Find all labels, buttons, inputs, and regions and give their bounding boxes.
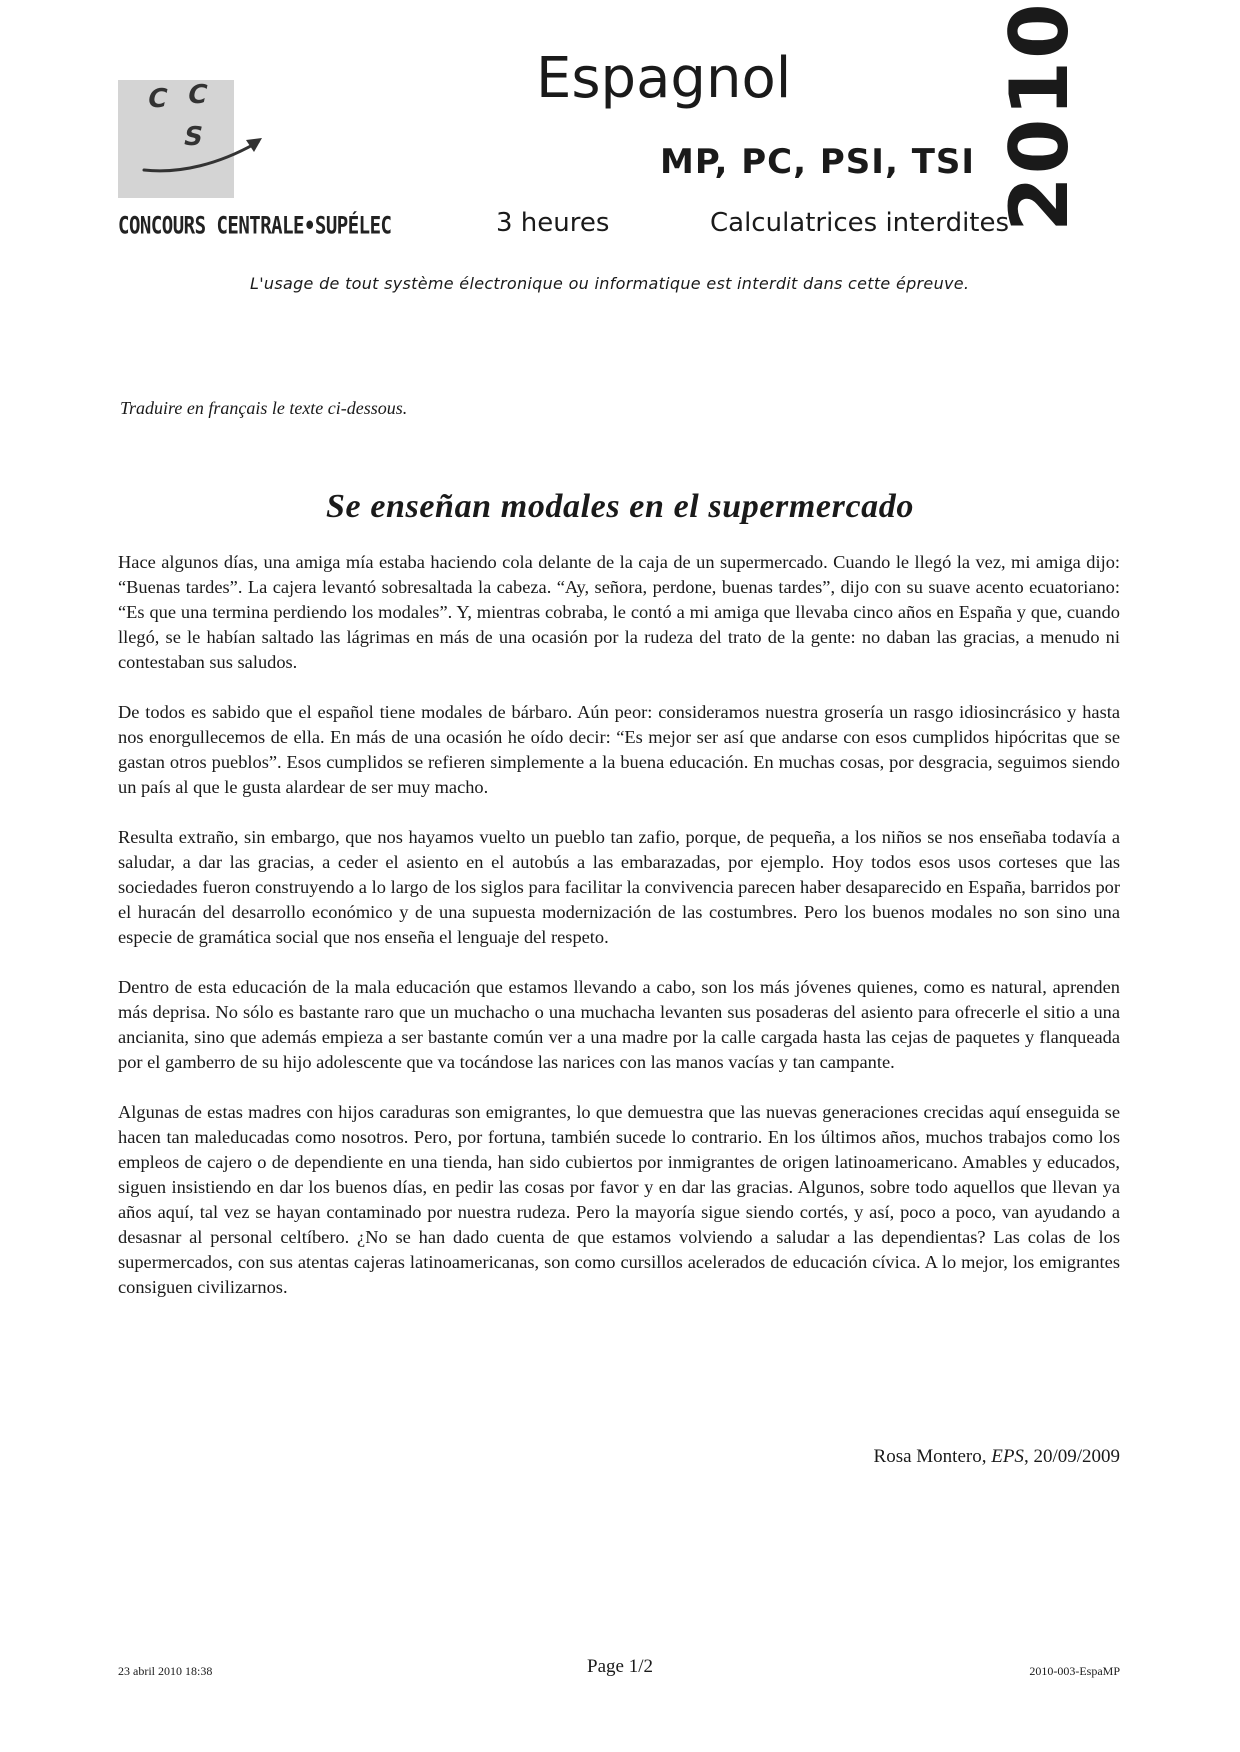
exam-year: 2010 bbox=[993, 1, 1086, 232]
paragraph-5: Algunas de estas madres con hijos caraduras son emigrantes, lo que demuestra que las nuevas generaciones crecidas aquí enseguida se hacen tan maleducadas como nosotros. Pero, por fortuna, también sucede lo contrario. En los últimos años, muchos trabajos como los empleos de cajero o de dependiente en una tienda, han sido cubiertos por inmigrantes de origen latinoamericano. Amables y educados, siguen insistiendo en dar los buenos días, en pedir las cosas por favor y en dar las gracias. Algunos, sobre todo aquellos que llevan ya años aquí, tal vez se hayan contaminado por nuestra rudeza. Pero la mayoría sigue siendo cortés, y así, poco a poco, van ayudando a desasnar al personal celtíbero. ¿No se han dado cuenta de que estamos volviendo a saludar a las dependientas? Las colas de los supermercados, con sus atentas cajeras latinoamericanas, son como cursillos acelerados de educación cívica. A lo mejor, los emigrantes consiguen civilizarnos. bbox=[118, 1102, 1120, 1297]
exam-duration: 3 heures bbox=[496, 208, 610, 238]
article-body bbox=[118, 550, 1120, 1325]
translation-instruction: Traduire en français le texte ci-dessous. bbox=[120, 398, 408, 418]
signature-source: EPS bbox=[991, 1446, 1024, 1467]
logo-letter-c1: C bbox=[144, 84, 171, 114]
logo-caption: CONCOURS CENTRALE•SUPÉLEC bbox=[118, 212, 392, 240]
exam-sections: MP, PC, PSI, TSI bbox=[660, 142, 976, 182]
article-signature bbox=[874, 1446, 1120, 1468]
signature-date: , 20/09/2009 bbox=[1023, 1446, 1120, 1467]
signature-author: Rosa Montero, bbox=[873, 1446, 987, 1467]
subject-title: Espagnol bbox=[536, 46, 792, 111]
calculator-rule: Calculatrices interdites bbox=[710, 208, 1010, 238]
logo-letter-c2: C bbox=[184, 80, 211, 110]
footer-page-number: Page 1/2 bbox=[587, 1656, 653, 1677]
logo-swoosh-arrow-icon bbox=[140, 134, 270, 184]
footer-document-code: 2010-003-EspaMP bbox=[1029, 1664, 1120, 1678]
paragraph-1: Hace algunos días, una amiga mía estaba haciendo cola delante de la caja de un supermercado. Cuando le llegó la vez, mi amiga dijo: “Buenas tardes”. La cajera levantó sobresaltada la cabeza. “Ay, señora, perdone, buenas tardes”, dijo con su suave acento ecuatoriano: “Es que una termina perdiendo los modales”. Y, mientras cobraba, le contó a mi amiga que llevaba cinco años en España y que, cuando llegó, se le habían saltado las lágrimas en más de una ocasión por la rudeza del trato de la gente: no daban las gracias, a menudo ni contestaban sus saludos. bbox=[118, 552, 1120, 672]
electronics-notice: L'usage de tout système électronique ou informatique est interdit dans cette épreuve. bbox=[250, 274, 970, 293]
footer-timestamp: 23 abril 2010 18:38 bbox=[118, 1664, 213, 1678]
logo-letter-s: S bbox=[180, 122, 206, 152]
paragraph-3: Resulta extraño, sin embargo, que nos hayamos vuelto un pueblo tan zafio, porque, de pequeña, a los niños se nos enseñaba todavía a saludar, a dar las gracias, a ceder el asiento en el autobús a las embarazadas, por ejemplo. Hoy todos esos usos corteses que las sociedades fueron construyendo a lo largo de los siglos para facilitar la convivencia parecen haber desaparecido en España, barridos por el huracán del desarrollo económico y de una supuesta modernización de las costumbres. Pero los buenos modales no son sino una especie de gramática social que nos enseña el lenguaje del respeto. bbox=[118, 827, 1120, 947]
text-title: Se enseñan modales en el supermercado bbox=[326, 488, 914, 525]
paragraph-2: De todos es sabido que el español tiene modales de bárbaro. Aún peor: consideramos nuestra grosería un rasgo idiosincrásico y hasta nos enorgullecemos de ella. En más de una ocasión he oído decir: “Es mejor ser así que andarse con esos cumplidos hipócritas que se gastan otros pueblos”. Esos cumplidos se refieren simplemente a la buena educación. En muchas cosas, por desgracia, seguimos siendo un país al que le gusta alardear de ser muy macho. bbox=[118, 702, 1120, 797]
paragraph-4: Dentro de esta educación de la mala educación que estamos llevando a cabo, son los más jóvenes quienes, como es natural, aprenden más deprisa. No sólo es bastante raro que un muchacho o una muchacha levanten sus posaderas del asiento para ofrecerle el sitio a una ancianita, sino que además empieza a ser bastante común ver a una madre por la calle cargada hasta las cejas de paquetes y flanqueada por el gamberro de su hijo adolescente que va tocándose las narices con las manos vacías y tan campante. bbox=[118, 977, 1120, 1072]
